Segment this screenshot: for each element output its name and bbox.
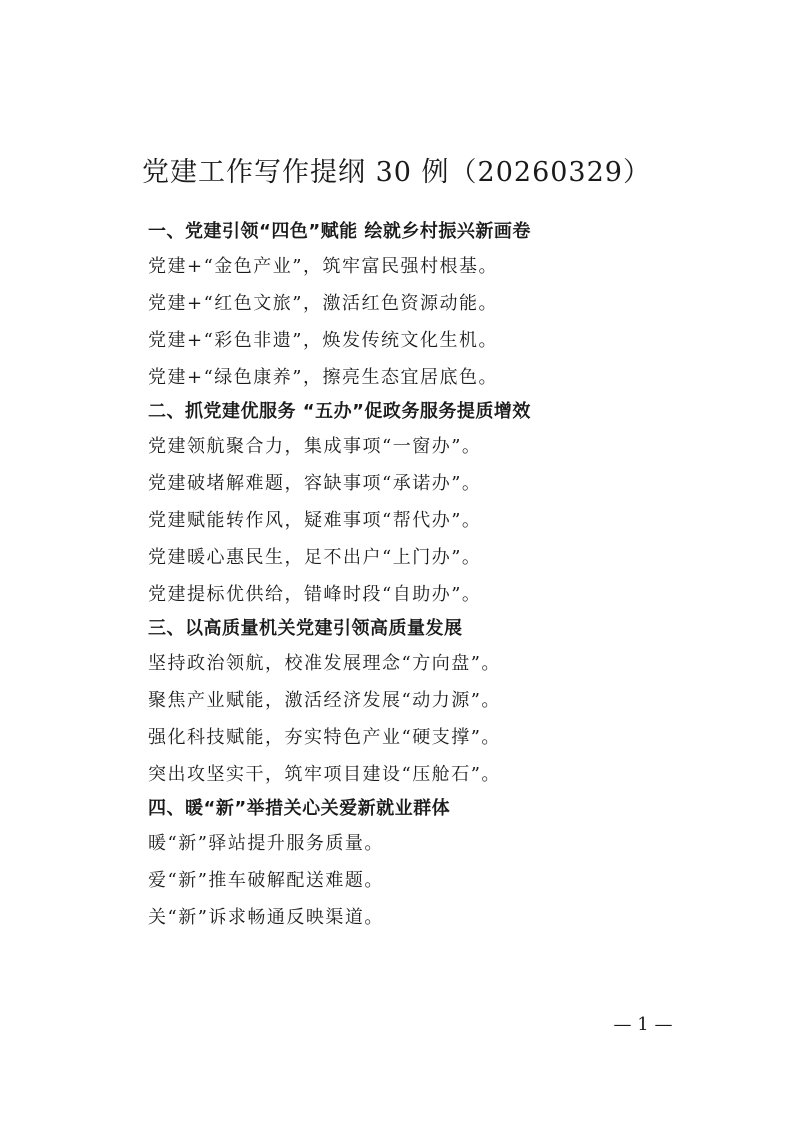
list-item: 党建+“绿色康养”，擦亮生态宜居底色。: [148, 367, 498, 388]
list-item: 突出攻坚实干，筑牢项目建设“压舱石”。: [148, 764, 501, 785]
section-heading: 四、暖“新”举措关心关爱新就业群体: [148, 798, 451, 819]
section-heading: 三、以高质量机关党建引领高质量发展: [148, 618, 463, 639]
section-heading: 一、党建引领“四色”赋能 绘就乡村振兴新画卷: [148, 221, 531, 242]
section-1: [148, 216, 668, 396]
list-item: 爱“新”推车破解配送难题。: [148, 870, 384, 891]
document-title: 党建工作写作提纲 30 例（20260329）: [142, 157, 651, 188]
section-3: [148, 613, 668, 793]
section-heading: 二、抓党建优服务 “五办”促政务服务提质增效: [148, 401, 531, 422]
section-4: [148, 793, 668, 936]
list-item: 党建暖心惠民生，足不出户“上门办”。: [148, 547, 482, 568]
list-item: 关“新”诉求畅通反映渠道。: [148, 907, 384, 928]
list-item: 党建+“红色文旅”，激活红色资源动能。: [148, 293, 498, 314]
list-item: 强化科技赋能，夯实特色产业“硬支撑”。: [148, 727, 501, 748]
list-item: 党建提标优供给，错峰时段“自助办”。: [148, 584, 482, 605]
list-item: 党建+“金色产业”，筑牢富民强村根基。: [148, 256, 498, 277]
list-item: 党建领航聚合力，集成事项“一窗办”。: [148, 436, 482, 457]
list-item: 暖“新”驿站提升服务质量。: [148, 833, 384, 854]
list-item: 聚焦产业赋能，激活经济发展“动力源”。: [148, 690, 501, 711]
list-item: 党建+“彩色非遗”，焕发传统文化生机。: [148, 330, 498, 351]
section-2: [148, 396, 668, 613]
document-body: [148, 216, 668, 936]
list-item: 坚持政治领航，校准发展理念“方向盘”。: [148, 653, 501, 674]
list-item: 党建赋能转作风，疑难事项“帮代办”。: [148, 510, 482, 531]
list-item: 党建破堵解难题，容缺事项“承诺办”。: [148, 473, 482, 494]
page-number: — 1 —: [613, 1014, 673, 1035]
